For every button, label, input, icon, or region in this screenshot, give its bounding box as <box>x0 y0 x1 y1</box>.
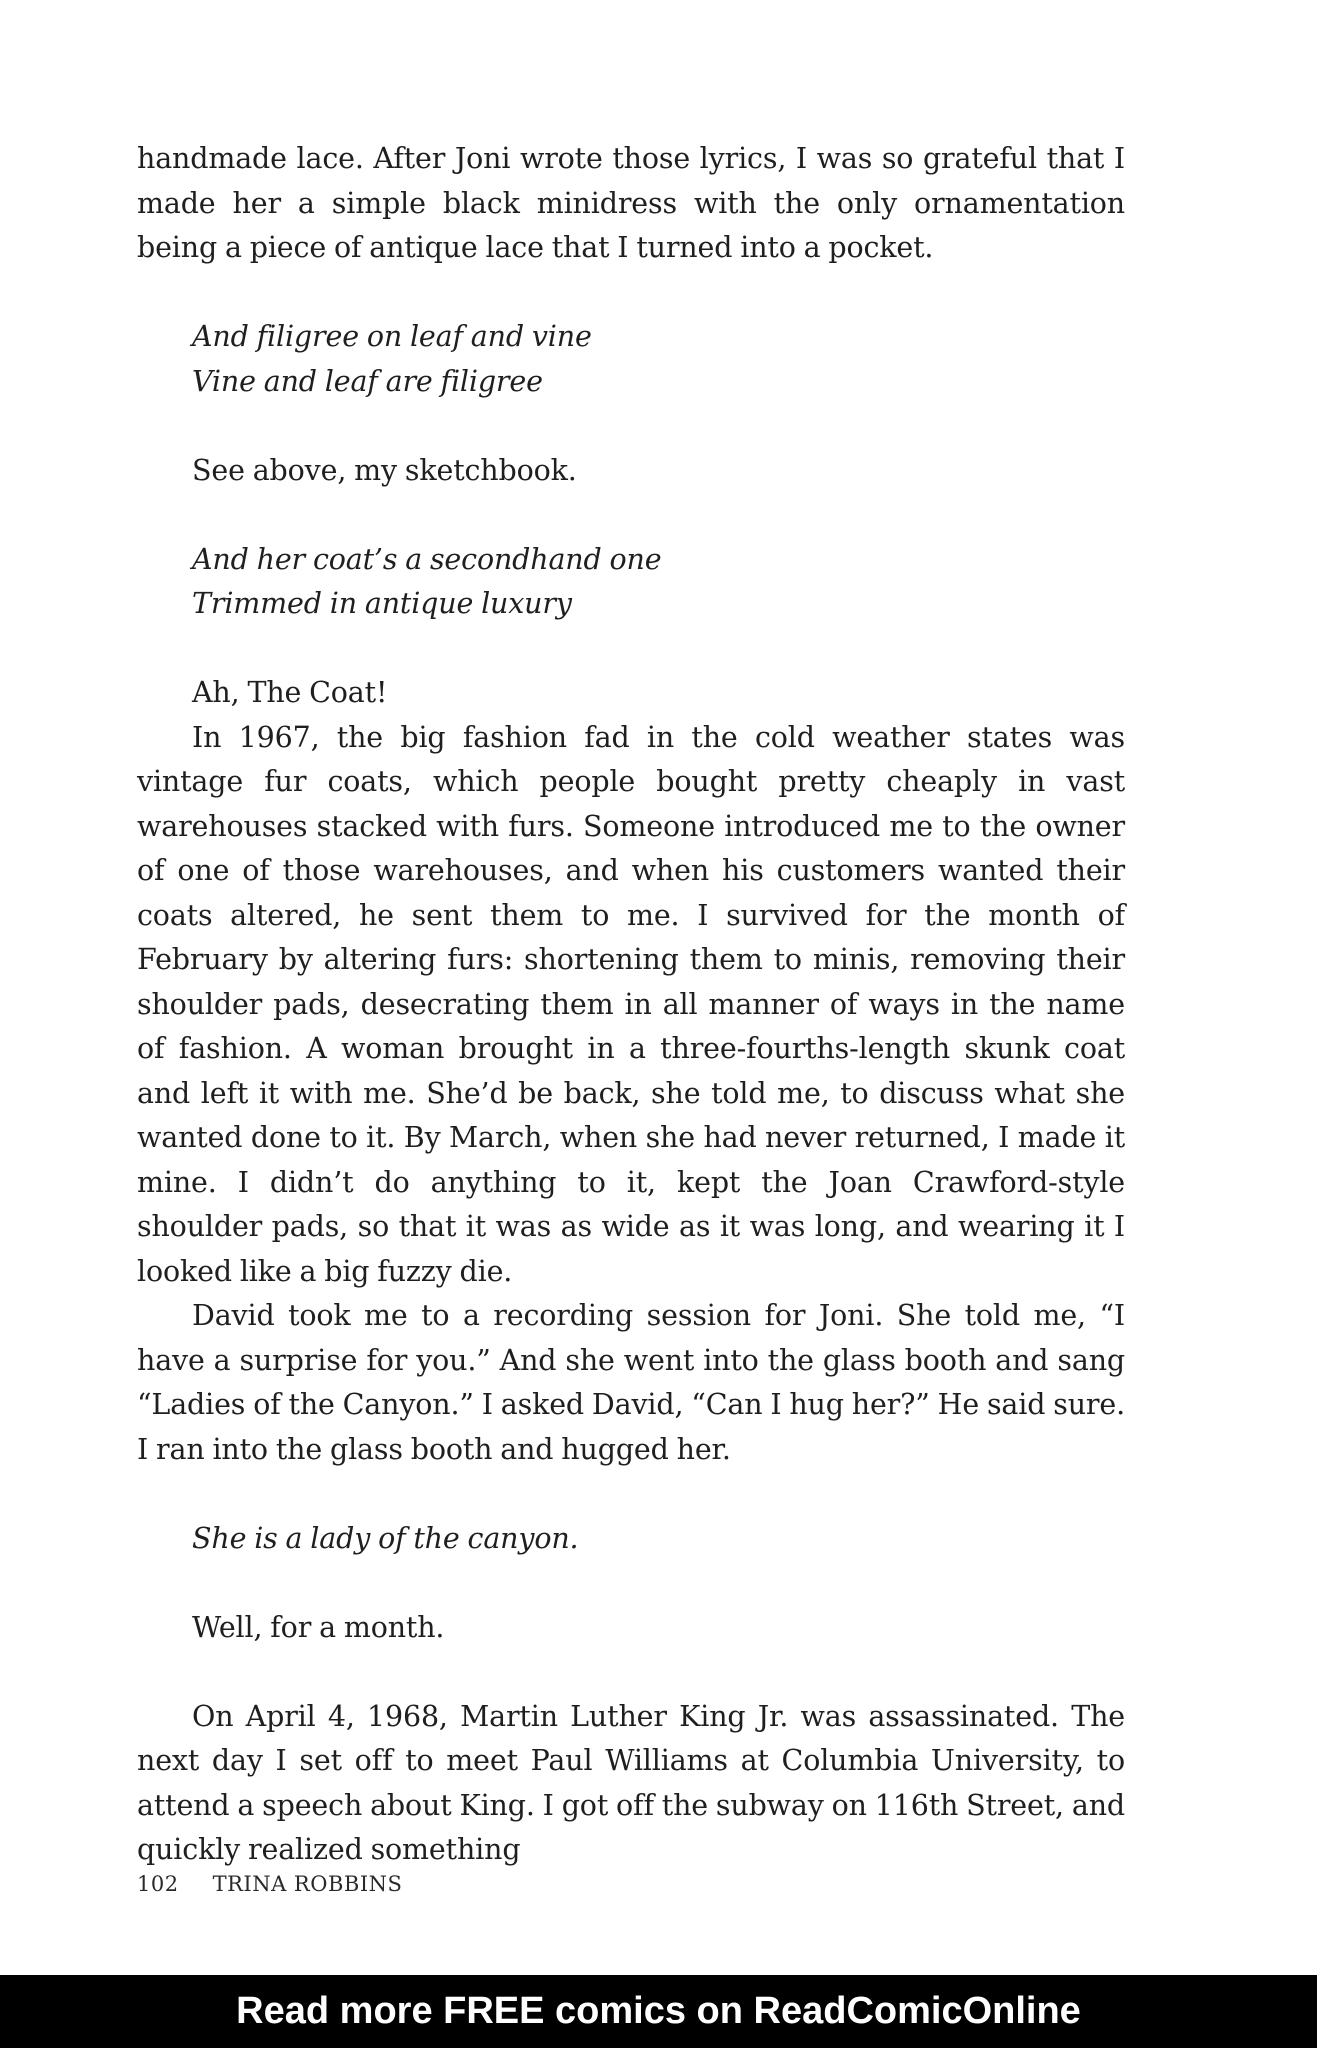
author-name: TRINA ROBBINS <box>212 1872 403 1896</box>
spacer <box>137 1650 1125 1695</box>
paragraph-coat: In 1967, the big fashion fad in the cold weather states was vintage fur coats, which people bought pretty cheaply in vast warehouses stacked with furs. Someone introduced me to the owner of one of those warehouses, and when his customers wanted their coats altered, he sent them to me. I survived for the month of February by altering furs: shortening them to minis, removing their shoulder pads, desecrating them in all manner of ways in the name of fashion. A woman brought in a three-fourths-length skunk coat and left it with me. She’d be back, she told me, to discuss what she wanted done to it. By March, when she had never returned, I made it mine. I didn’t do anything to it, kept the Joan Crawford-style shoulder pads, so that it was as wide as it was long, and wearing it I looked like a big fuzzy die. <box>137 720 1125 1288</box>
spacer <box>137 404 1125 449</box>
opening-paragraph: handmade lace. After Joni wrote those lyrics, I was so grateful that I made her a simple black minidress with the only ornamentation being a piece of antique lace that I turned into a pocket. <box>137 142 1125 264</box>
paragraph-david: David took me to a recording session for Joni. She told me, “I have a surprise for you.” And she went into the glass booth and sang “Ladies of the Canyon.” I asked David, “Can I hug her?” He said sure. I ran into the glass booth and hugged her. <box>137 1299 1126 1466</box>
spacer <box>137 493 1125 538</box>
spacer <box>137 271 1125 316</box>
promo-banner-text[interactable]: Read more FREE comics on ReadComicOnline <box>236 1990 1081 2032</box>
promo-banner[interactable] <box>0 1975 1317 2048</box>
running-footer <box>137 1872 402 1896</box>
spacer <box>137 1472 1125 1517</box>
body-text <box>137 137 1125 1873</box>
aside-line: Ah, The Coat! <box>192 676 388 709</box>
page-number: 102 <box>137 1872 179 1896</box>
spacer <box>137 627 1125 672</box>
verse-line: And filigree on leaf and vine <box>192 320 592 353</box>
aside-line: Well, for a month. <box>192 1610 445 1644</box>
verse-line: Trimmed in antique luxury <box>192 587 572 620</box>
aside-line: See above, my sketchbook. <box>192 453 577 487</box>
verse-line: And her coat’s a secondhand one <box>192 542 662 576</box>
spacer <box>137 1561 1125 1606</box>
paragraph-king: On April 4, 1968, Martin Luther King Jr. was assassinated. The next day I set off to meet Paul Williams at Columbia University, to attend a speech about King. I got off the subway on 116th Street, and quickly realized something <box>137 1699 1125 1866</box>
verse-line: She is a lady of the canyon. <box>192 1521 579 1555</box>
verse-line: Vine and leaf are filigree <box>192 364 543 398</box>
